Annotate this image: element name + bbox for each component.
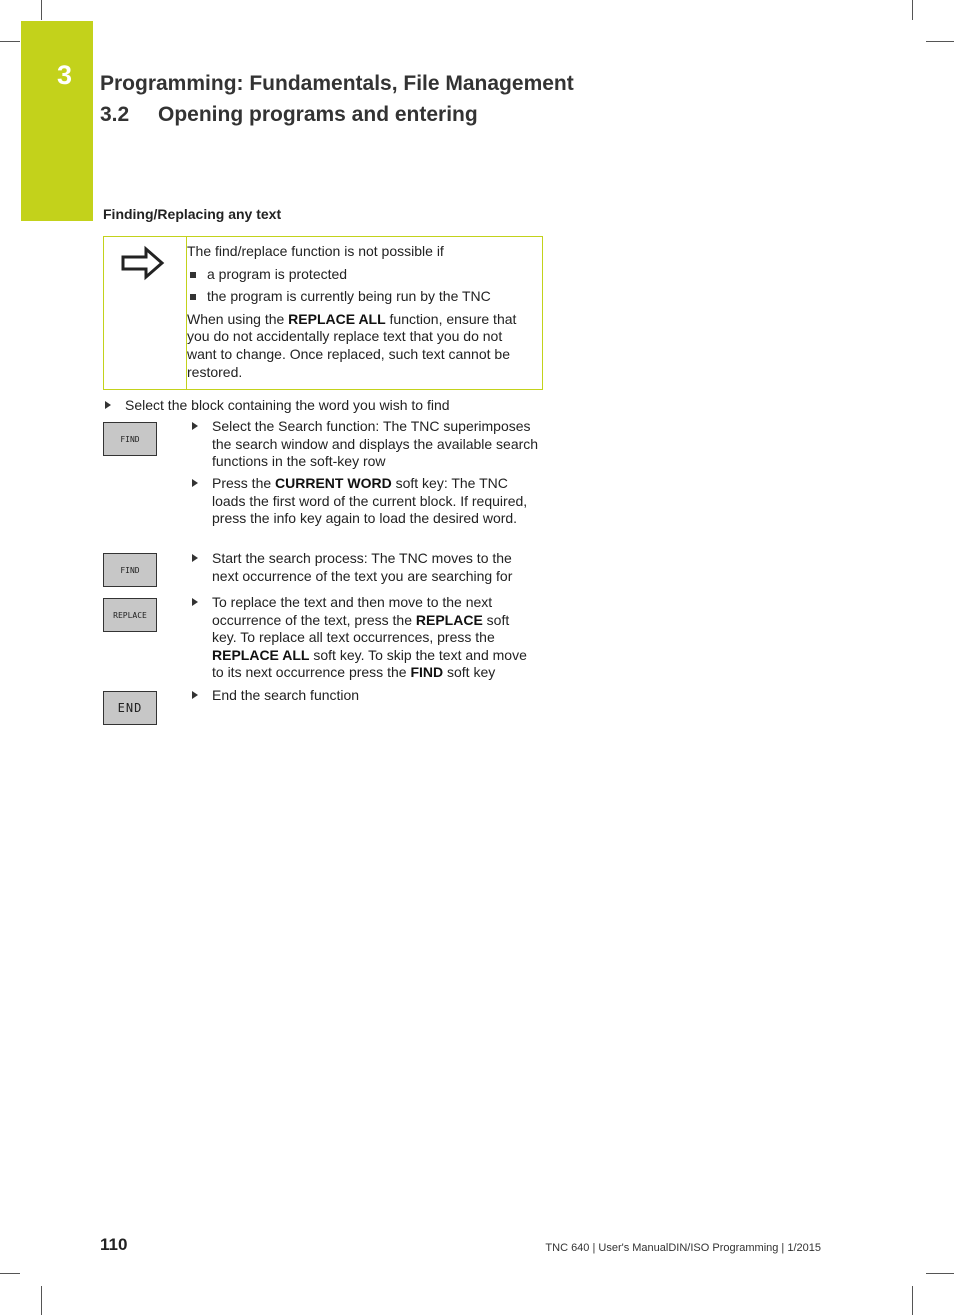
list-item: the program is currently being run by the TNC <box>187 288 532 306</box>
step-select-block: Select the block containing the word you wish to find <box>105 397 545 415</box>
crop-mark <box>41 0 42 20</box>
note-content <box>187 243 532 381</box>
chapter-tab <box>21 21 93 221</box>
list-item: a program is protected <box>187 266 532 284</box>
square-bullet-icon <box>190 294 196 300</box>
triangle-bullet-icon <box>192 479 198 487</box>
crop-mark <box>0 41 20 42</box>
step-replace: To replace the text and then move to the next occurrence of the text, press the REPLACE soft key. To replace all text occurrences, press the REPLACE ALL soft key. To skip the text and move to its next occurrence press the FIND soft key <box>192 594 537 682</box>
triangle-bullet-icon <box>105 401 111 409</box>
step-select-search: Select the Search function: The TNC superimposes the search window and displays the available search functions in the soft-key row <box>192 418 542 471</box>
arrow-right-icon <box>120 245 166 281</box>
section-title <box>100 103 478 127</box>
note-bullets <box>187 266 532 306</box>
section-title-text: Opening programs and entering <box>158 103 478 126</box>
step-start-search: Start the search process: The TNC moves to the next occurrence of the text you are searching for <box>192 550 537 585</box>
step-current-word: Press the CURRENT WORD soft key: The TNC loads the first word of the current block. If required, press the info key again to load the desired word. <box>192 475 532 528</box>
note-intro: The find/replace function is not possible if <box>187 243 444 259</box>
square-bullet-icon <box>190 272 196 278</box>
triangle-bullet-icon <box>192 422 198 430</box>
footer-text: TNC 640 | User's ManualDIN/ISO Programming | 1/2015 <box>545 1242 821 1254</box>
page-number: 110 <box>100 1235 128 1254</box>
crop-mark <box>0 1273 20 1274</box>
crop-mark <box>41 1286 42 1315</box>
replace-softkey[interactable]: REPLACE <box>103 598 157 632</box>
step-end-search: End the search function <box>192 687 537 705</box>
find-softkey[interactable]: FIND <box>103 422 157 456</box>
end-softkey[interactable]: END <box>103 691 157 725</box>
crop-mark <box>912 0 913 20</box>
triangle-bullet-icon <box>192 598 198 606</box>
triangle-bullet-icon <box>192 691 198 699</box>
note-box <box>103 236 543 390</box>
crop-mark <box>912 1286 913 1315</box>
crop-mark <box>926 1273 954 1274</box>
triangle-bullet-icon <box>192 554 198 562</box>
chapter-number: 3 <box>57 60 73 90</box>
subheading: Finding/Replacing any text <box>103 206 282 222</box>
crop-mark <box>926 41 954 42</box>
note-warning: When using the REPLACE ALL function, ensure that you do not accidentally replace text that you do not want to change. Once replaced, such text cannot be restored. <box>187 310 517 380</box>
chapter-title: Programming: Fundamentals, File Management <box>100 72 574 95</box>
section-number: 3.2 <box>100 103 130 126</box>
find-softkey[interactable]: FIND <box>103 553 157 587</box>
